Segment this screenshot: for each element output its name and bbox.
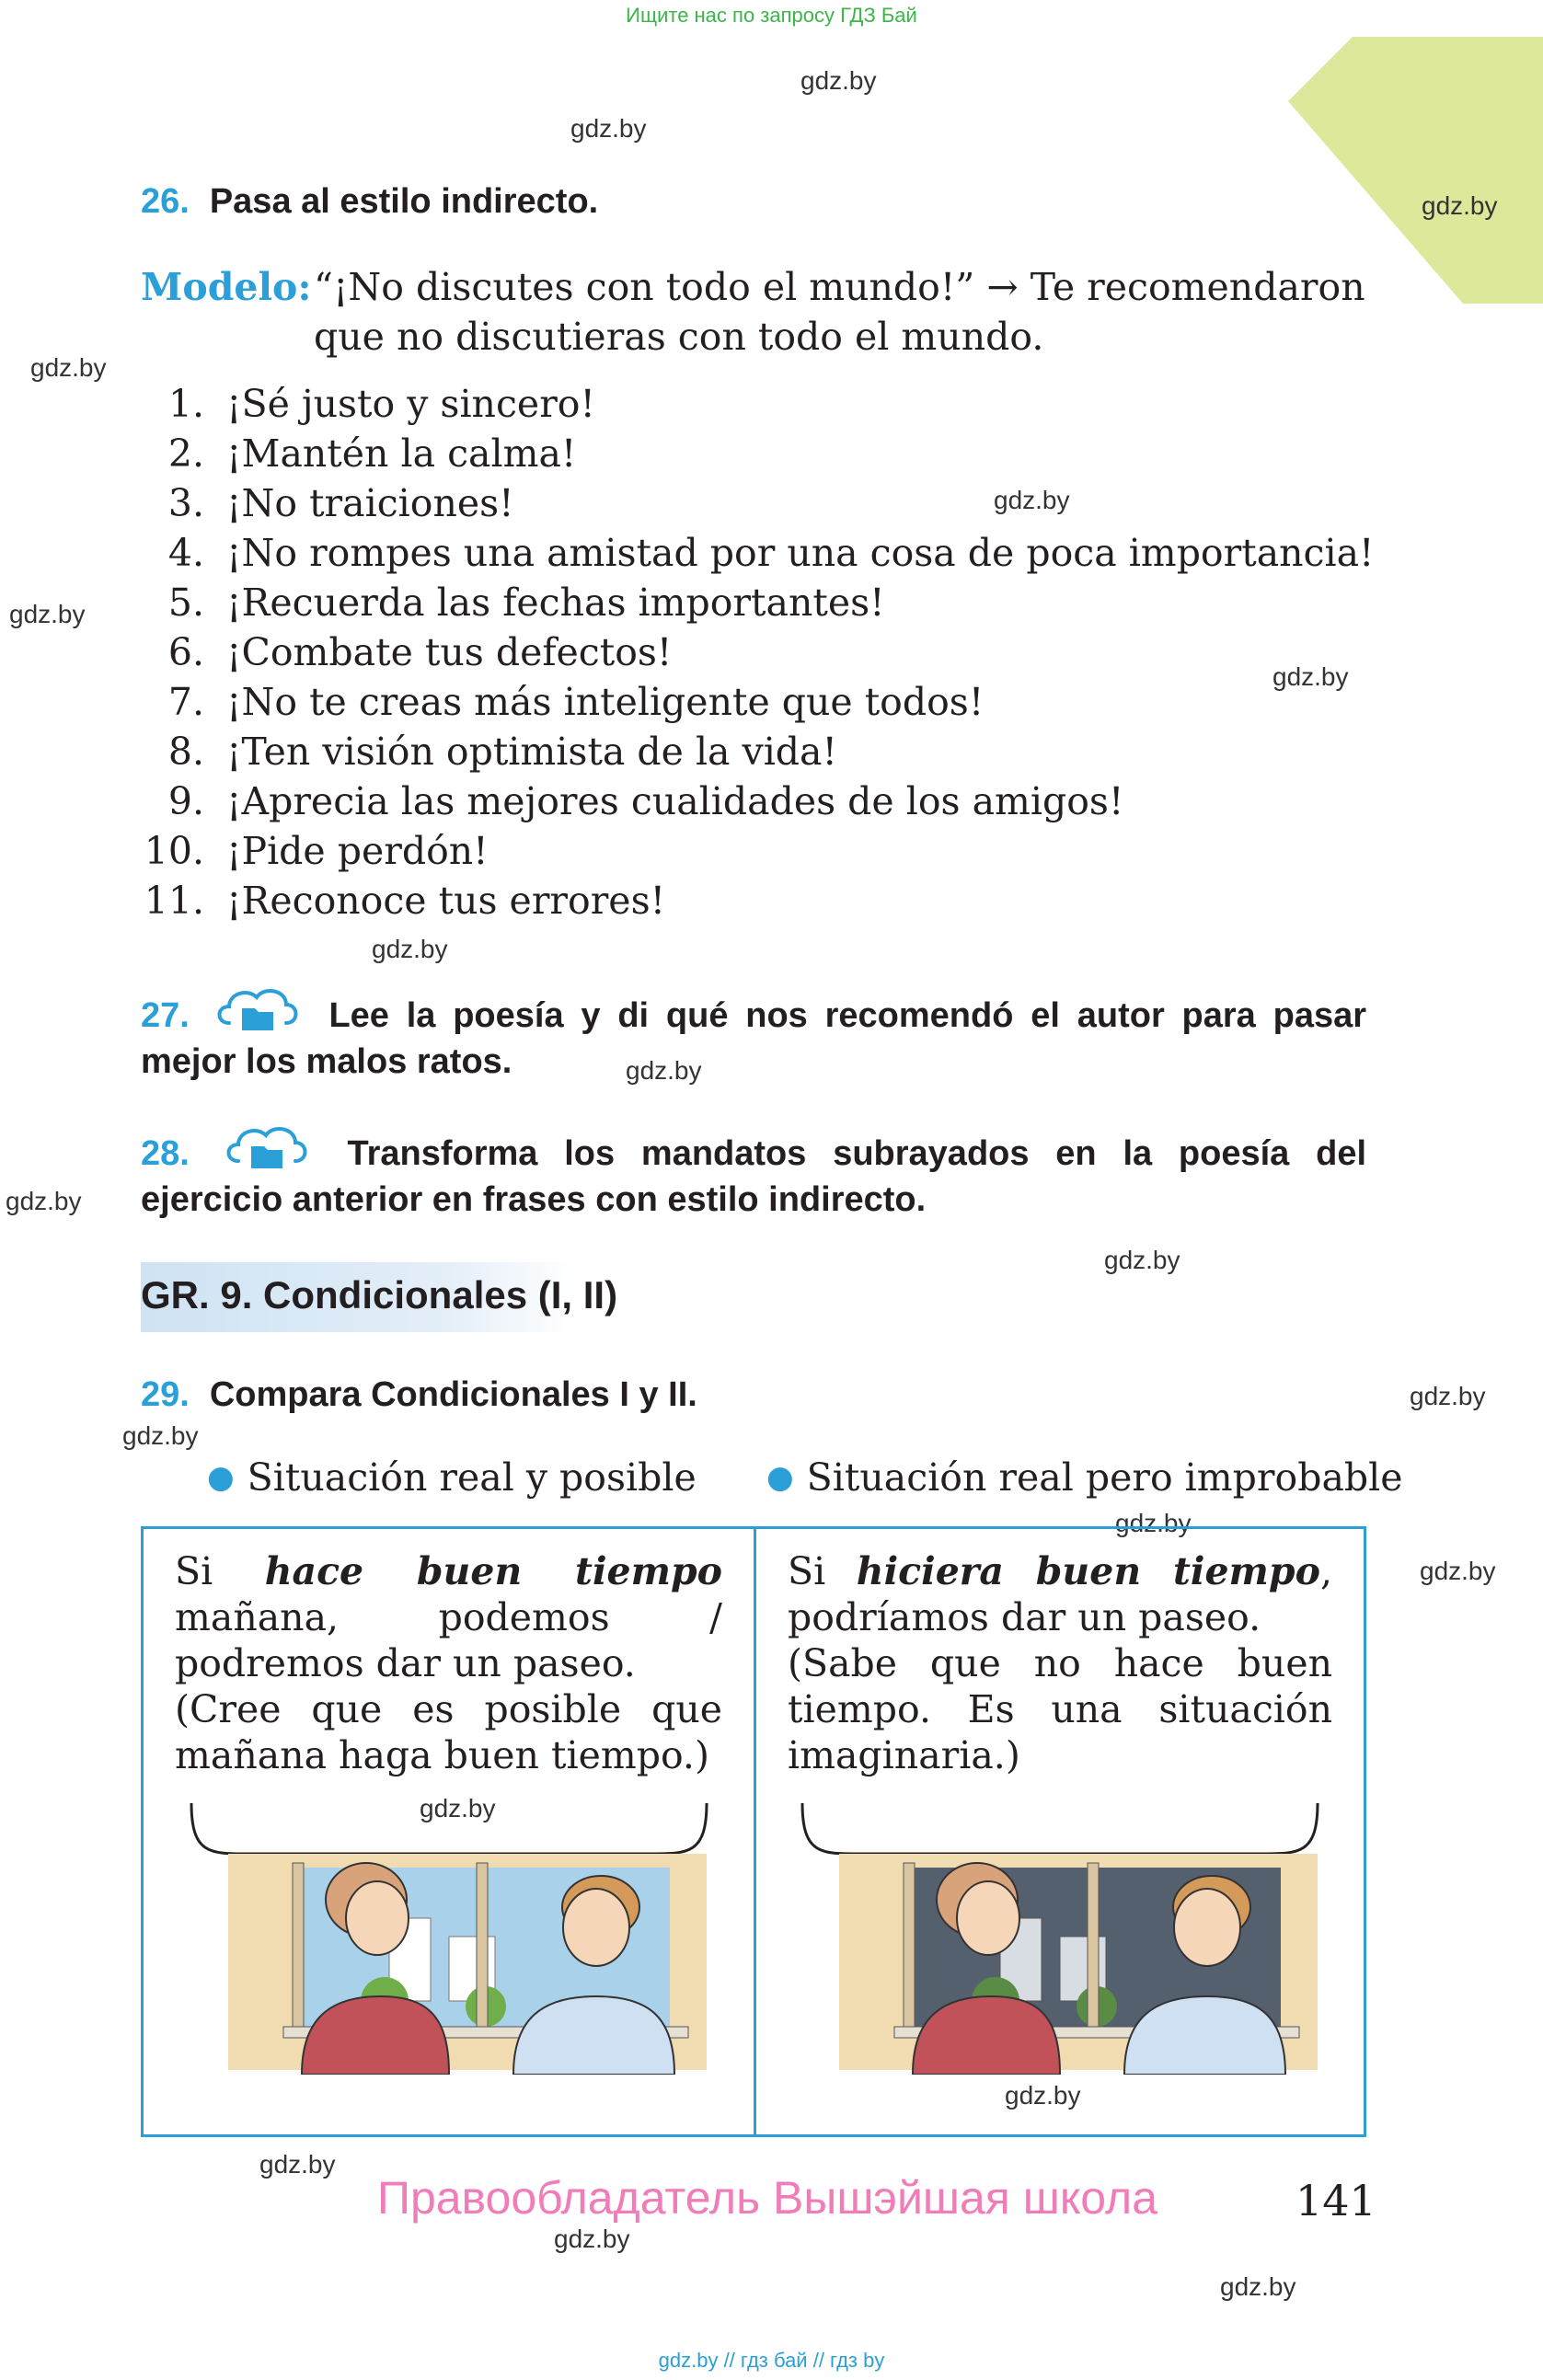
item-text: ¡No traiciones! (226, 481, 514, 525)
watermark: gdz.by (6, 1187, 82, 1215)
conditional-verb: hiciera buen tiempo (856, 1549, 1320, 1593)
main-clause: podríamos dar un paseo. (788, 1595, 1261, 1639)
exercise-instruction: Pasa al estilo indirecto. (209, 182, 599, 221)
watermark: gdz.by (554, 2225, 630, 2253)
model-label: Modelo: (141, 265, 312, 309)
watermark: gdz.by (1220, 2272, 1296, 2301)
item-number: 7. (167, 680, 204, 724)
watermark: gdz.by (259, 2150, 336, 2179)
main-clause: mañana, podemos / podremos dar un paseo. (175, 1595, 722, 1685)
list-item (138, 776, 1380, 826)
list-item (138, 727, 1380, 776)
cell-text-conditional-1 (175, 1548, 722, 1778)
item-text: ¡Ten visión optimista de la vida! (226, 730, 837, 774)
watermark: gdz.by (1420, 1557, 1496, 1585)
item-number: 3. (167, 481, 204, 525)
list-item (138, 478, 1380, 528)
item-text: ¡Reconoce tus errores! (226, 879, 666, 923)
watermark: gdz.by (1410, 1382, 1486, 1410)
si-word: Si (788, 1549, 826, 1593)
item-number: 11. (144, 879, 204, 923)
item-number: 4. (167, 531, 204, 575)
bullet-icon: ● (766, 1459, 794, 1496)
bullet-icon: ● (207, 1459, 235, 1496)
footer-links[interactable]: gdz.by // гдз бай // гдз by (658, 2349, 885, 2372)
item-number: 6. (167, 630, 204, 674)
grammar-heading: GR. 9. Condicionales (I, II) (141, 1273, 618, 1316)
model-text: “¡No discutes con todo el mundo!” → Te recomendaron que no discutieras con todo el mundo. (314, 265, 1365, 359)
list-item (138, 677, 1380, 727)
watermark: gdz.by (420, 1794, 496, 1822)
watermark: gdz.by (1115, 1509, 1192, 1537)
cloud-folder-icon[interactable] (222, 1124, 310, 1170)
list-item (138, 826, 1380, 876)
item-number: 8. (167, 730, 204, 774)
item-text: ¡No te creas más inteligente que todos! (226, 680, 985, 724)
item-text: ¡Aprecia las mejores cualidades de los amigos! (226, 779, 1124, 823)
watermark: gdz.by (1422, 191, 1498, 220)
cell-text-conditional-2 (788, 1548, 1332, 1778)
table-divider (754, 1526, 756, 2137)
exercise-29-title (141, 1375, 697, 1415)
exercise-28 (141, 1124, 1366, 1223)
watermark: gdz.by (994, 486, 1070, 514)
column-heading-1 (207, 1455, 697, 1500)
item-text: ¡Combate tus defectos! (226, 630, 673, 674)
list-item (138, 379, 1380, 429)
column-heading-text: Situación real pero improbable (806, 1455, 1403, 1500)
item-text: ¡Mantén la calma! (226, 431, 577, 476)
watermark: gdz.by (30, 353, 107, 382)
list-item (138, 528, 1380, 578)
exercise-number: 26. (141, 182, 190, 221)
list-item (138, 578, 1380, 627)
page-number: 141 (1295, 2176, 1376, 2225)
watermark: gdz.by (1005, 2081, 1081, 2110)
exercise-number: 29. (141, 1375, 190, 1414)
exercise-instruction: Compara Condicionales I y II. (209, 1375, 697, 1414)
watermark: gdz.by (122, 1421, 199, 1450)
model-example (141, 262, 1374, 362)
exercise-number: 28. (141, 1134, 190, 1173)
exercise-26-title (141, 182, 598, 222)
item-text: ¡No rompes una amistad por una cosa de poca importancia! (226, 531, 1375, 575)
item-number: 5. (167, 581, 204, 625)
si-word: Si (175, 1549, 213, 1593)
watermark: gdz.by (800, 66, 877, 95)
item-text: ¡Recuerda las fechas importantes! (226, 581, 885, 625)
top-banner[interactable]: Ищите нас по запросу ГДЗ Бай (626, 4, 917, 27)
watermark: gdz.by (626, 1056, 702, 1085)
conditional-verb: hace buen tiempo (264, 1549, 722, 1593)
item-text: ¡Pide perdón! (226, 829, 489, 873)
copyright-notice: Правообладатель Вышэйшая школа (377, 2172, 1157, 2224)
watermark: gdz.by (1272, 662, 1349, 691)
list-item (138, 876, 1380, 926)
comma: , (1319, 1549, 1332, 1593)
illustration-cloudy (784, 1799, 1354, 2075)
illustration-sunny (173, 1799, 743, 2075)
item-number: 1. (167, 382, 204, 426)
list-item (138, 627, 1380, 677)
item-number: 2. (167, 431, 204, 476)
watermark: gdz.by (570, 114, 647, 143)
exercise-number: 27. (141, 996, 190, 1035)
watermark: gdz.by (372, 935, 448, 963)
watermark: gdz.by (9, 600, 86, 628)
watermark: gdz.by (1104, 1246, 1180, 1274)
exercise-27 (141, 986, 1366, 1085)
item-number: 10. (144, 829, 204, 873)
exercise-instruction: Transforma los mandatos subrayados en la poesía del ejercicio anterior en frases con estilo indirecto. (141, 1134, 1367, 1219)
column-heading-2 (766, 1455, 1403, 1500)
list-item (138, 429, 1380, 478)
column-heading-text: Situación real y posible (247, 1455, 697, 1500)
explanation-note: (Cree que es posible que mañana haga buen tiempo.) (175, 1687, 722, 1777)
exercise-26-list (138, 379, 1380, 926)
item-text: ¡Sé justo y sincero! (226, 382, 595, 426)
cloud-folder-icon[interactable] (213, 986, 301, 1032)
explanation-note: (Sabe que no hace buen tiempo. Es una situación imaginaria.) (788, 1641, 1332, 1777)
item-number: 9. (167, 779, 204, 823)
exercise-instruction: Lee la poesía y di qué nos recomendó el autor para pasar mejor los malos ratos. (141, 996, 1367, 1081)
